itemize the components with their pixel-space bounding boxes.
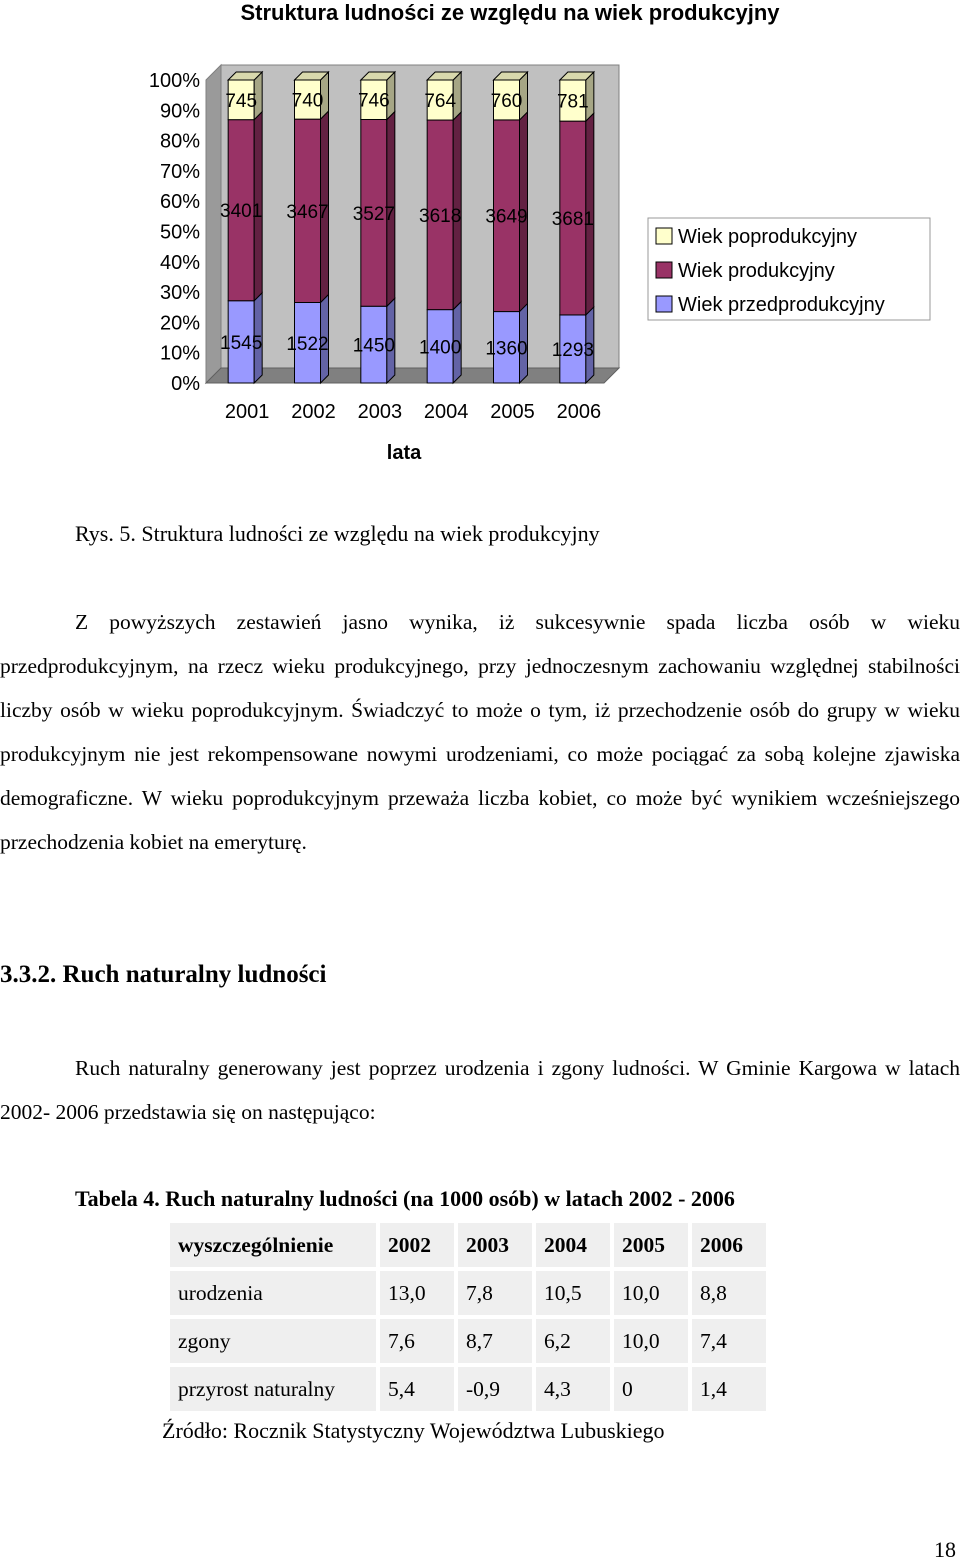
table-row — [170, 1271, 766, 1315]
data-label: 745 — [225, 90, 258, 112]
y-tick-label: 0% — [171, 373, 200, 395]
data-label: 3527 — [352, 203, 395, 225]
paragraph-2 — [0, 1046, 960, 1134]
data-label: 3618 — [419, 205, 462, 227]
table-header-cell: 2004 — [536, 1223, 610, 1267]
table-row — [170, 1319, 766, 1363]
x-tick-label: 2002 — [291, 401, 336, 423]
table-cell: 7,4 — [692, 1319, 766, 1363]
legend-swatch — [656, 228, 672, 244]
y-tick-label: 20% — [159, 312, 200, 335]
y-tick-label: 80% — [159, 130, 200, 153]
table-header-cell: 2003 — [458, 1223, 532, 1267]
table-cell: 6,2 — [536, 1319, 610, 1363]
table-row — [170, 1367, 766, 1411]
legend-label: Wiek produkcyjny — [678, 260, 835, 282]
data-label: 3681 — [551, 209, 594, 231]
table-cell: zgony — [170, 1319, 376, 1363]
data-label: 3649 — [485, 206, 528, 228]
y-tick-label: 30% — [159, 282, 200, 305]
data-label: 3467 — [286, 201, 329, 223]
table-cell: 13,0 — [380, 1271, 454, 1315]
x-tick-label: 2006 — [556, 401, 602, 423]
table-cell: -0,9 — [458, 1367, 532, 1411]
population-chart — [0, 0, 960, 480]
x-tick-label: 2001 — [224, 401, 270, 423]
table-header-cell: 2002 — [380, 1223, 454, 1267]
y-tick-label: 90% — [159, 100, 200, 123]
table-cell: przyrost naturalny — [170, 1367, 376, 1411]
table-cell: 0 — [614, 1367, 688, 1411]
x-tick-label: 2004 — [423, 401, 469, 423]
x-tick-label: 2005 — [490, 401, 535, 423]
data-label: 1522 — [286, 333, 329, 355]
table-cell: urodzenia — [170, 1271, 376, 1315]
chart-title: Struktura ludności ze względu na wiek produkcyjny — [240, 0, 780, 25]
x-axis-label: lata — [386, 442, 422, 464]
plot-side-wall — [206, 65, 221, 383]
legend-label: Wiek przedprodukcyjny — [678, 294, 885, 316]
plot-floor — [206, 368, 619, 383]
table-cell: 8,7 — [458, 1319, 532, 1363]
y-tick-label: 10% — [159, 342, 200, 365]
y-tick-label: 60% — [159, 191, 200, 214]
table-cell: 7,8 — [458, 1271, 532, 1315]
table-header-cell: 2005 — [614, 1223, 688, 1267]
data-label: 3401 — [220, 201, 263, 223]
paragraph-1 — [0, 600, 960, 864]
table-caption: Tabela 4. Ruch naturalny ludności (na 1000 osób) w latach 2002 - 2006 — [75, 1186, 735, 1211]
y-tick-label: 70% — [159, 160, 200, 183]
legend-label: Wiek poprodukcyjny — [678, 226, 857, 248]
data-label: 1400 — [419, 337, 462, 359]
legend-swatch — [656, 296, 672, 312]
table-source: Źródło: Rocznik Statystyczny Województwa Lubuskiego — [162, 1418, 665, 1443]
y-tick-label: 50% — [159, 221, 200, 244]
table-cell: 8,8 — [692, 1271, 766, 1315]
data-label: 760 — [490, 90, 523, 112]
table-header-cell: 2006 — [692, 1223, 766, 1267]
data-label: 781 — [556, 91, 589, 113]
data-label: 740 — [291, 90, 324, 112]
natural-movement-table — [166, 1219, 770, 1415]
paragraph-1-text: Z powyższych zestawień jasno wynika, iż sukcesywnie spada liczba osób w wieku przedprodukcyjnym, na rzecz wieku produkcyjnego, przy jednoczesnym zachowaniu względnej stabilności liczby osób w wieku poprodukcyjnym. Świadczyć to może o tym, iż przechodzenie osób do grupy w wieku produkcyjnym nie jest rekompensowane nowymi urodzeniami, co może pociągać za sobą kolejne zjawiska demograficzne. W wieku poprodukcyjnym przeważa liczba kobiet, co może być wynikiem wcześniejszego przechodzenia kobiet na emeryturę. — [0, 610, 960, 854]
data-label: 764 — [424, 91, 457, 113]
data-label: 1360 — [485, 338, 528, 360]
section-heading: 3.3.2. Ruch naturalny ludności — [0, 961, 327, 988]
table-cell: 10,0 — [614, 1319, 688, 1363]
table-cell: 10,5 — [536, 1271, 610, 1315]
table-cell: 1,4 — [692, 1367, 766, 1411]
table-cell: 7,6 — [380, 1319, 454, 1363]
data-label: 1293 — [551, 339, 594, 361]
page-number: 18 — [934, 1537, 956, 1562]
legend-swatch — [656, 262, 672, 278]
x-tick-label: 2003 — [357, 401, 403, 423]
table-header-cell: wyszczególnienie — [170, 1223, 376, 1267]
data-label: 1450 — [352, 335, 395, 357]
table-cell: 4,3 — [536, 1367, 610, 1411]
y-tick-label: 100% — [148, 70, 200, 92]
data-label: 746 — [357, 90, 390, 112]
chart-svg — [0, 0, 960, 480]
table-header-row — [170, 1223, 766, 1267]
data-label: 1545 — [220, 332, 263, 354]
y-tick-label: 40% — [159, 251, 200, 274]
paragraph-2-text: Ruch naturalny generowany jest poprzez urodzenia i zgony ludności. W Gminie Kargowa w latach 2002- 2006 przedstawia się on następująco: — [0, 1056, 960, 1124]
table-cell: 5,4 — [380, 1367, 454, 1411]
table-cell: 10,0 — [614, 1271, 688, 1315]
figure-caption: Rys. 5. Struktura ludności ze względu na wiek produkcyjny — [75, 521, 600, 546]
